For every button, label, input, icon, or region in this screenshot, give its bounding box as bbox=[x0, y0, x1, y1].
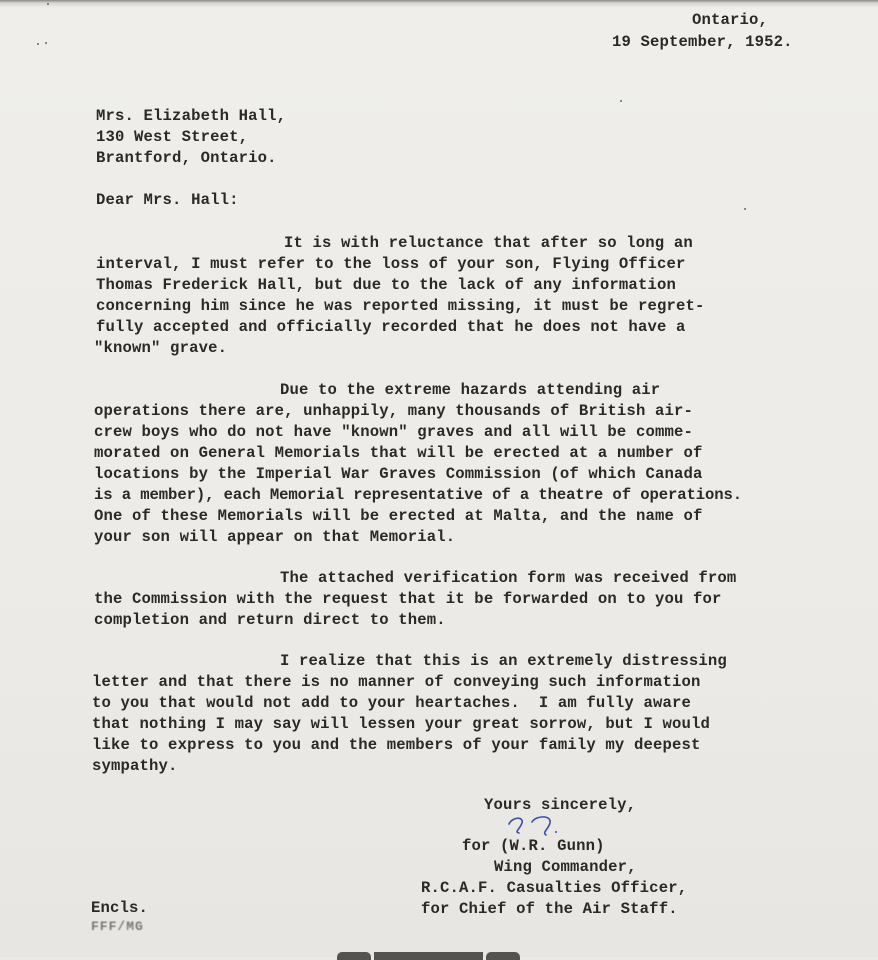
paragraph-line: interval, I must refer to the loss of your son, Flying Officer bbox=[96, 255, 686, 273]
paragraph-line: The attached verification form was received from bbox=[280, 569, 737, 587]
paragraph-line: One of these Memorials will be erected at Malta, and the name of bbox=[94, 507, 703, 525]
paragraph-line: morated on General Memorials that will be erected at a number of bbox=[94, 444, 703, 462]
scan-speck bbox=[45, 42, 47, 44]
scan-speck bbox=[37, 43, 39, 45]
recipient-name: Mrs. Elizabeth Hall, bbox=[96, 107, 287, 125]
recipient-street: 130 West Street, bbox=[96, 128, 249, 146]
paragraph-line: letter and that there is no manner of conveying such information bbox=[92, 673, 701, 691]
viewer-toolbar-right-button[interactable] bbox=[486, 952, 520, 960]
signature-line: for (W.R. Gunn) bbox=[462, 837, 605, 855]
scan-speck bbox=[744, 208, 746, 210]
paragraph-line: completion and return direct to them. bbox=[94, 611, 446, 629]
paragraph-line: like to express to you and the members of your family my deepest bbox=[92, 736, 701, 754]
scan-speck bbox=[620, 100, 622, 102]
paragraph-line: operations there are, unhappily, many thousands of British air- bbox=[94, 402, 693, 420]
paragraph-line: the Commission with the request that it be forwarded on to you for bbox=[94, 590, 722, 608]
handwritten-signature bbox=[506, 808, 566, 838]
paragraph-line: sympathy. bbox=[92, 757, 178, 775]
paragraph-line: Thomas Frederick Hall, but due to the lack of any information bbox=[96, 276, 676, 294]
viewer-toolbar-center-button[interactable] bbox=[374, 952, 483, 960]
paragraph-line: fully accepted and officially recorded that he does not have a bbox=[96, 318, 686, 336]
letter-date: 19 September, 1952. bbox=[612, 33, 793, 51]
viewer-toolbar-left-button[interactable] bbox=[337, 952, 371, 960]
reference-initials: FFF/MG bbox=[91, 919, 144, 934]
signature-line: for Chief of the Air Staff. bbox=[421, 900, 678, 918]
enclosure-note: Encls. bbox=[91, 899, 149, 917]
closing: Yours sincerely, bbox=[484, 796, 637, 814]
paragraph-line: to you that would not add to your heartaches. I am fully aware bbox=[92, 694, 691, 712]
signature-line: Wing Commander, bbox=[494, 858, 637, 876]
salutation: Dear Mrs. Hall: bbox=[96, 191, 239, 209]
paragraph-line: locations by the Imperial War Graves Commission (of which Canada bbox=[94, 465, 703, 483]
recipient-city: Brantford, Ontario. bbox=[96, 149, 277, 167]
signature-line: R.C.A.F. Casualties Officer, bbox=[421, 879, 688, 897]
paragraph-line: Due to the extreme hazards attending air bbox=[280, 381, 661, 399]
paragraph-line: crew boys who do not have "known" graves and all will be comme- bbox=[94, 423, 693, 441]
paragraph-line: I realize that this is an extremely distressing bbox=[280, 652, 727, 670]
letter-place: Ontario, bbox=[692, 11, 769, 29]
paragraph-line: concerning him since he was reported missing, it must be regret- bbox=[96, 297, 705, 315]
paragraph-line: "known" grave. bbox=[94, 339, 228, 357]
paragraph-line: that nothing I may say will lessen your great sorrow, but I would bbox=[92, 715, 711, 733]
paragraph-line: is a member), each Memorial representative of a theatre of operations. bbox=[94, 486, 743, 504]
paragraph-line: your son will appear on that Memorial. bbox=[94, 528, 456, 546]
paragraph-line: It is with reluctance that after so long an bbox=[284, 234, 693, 252]
scan-speck bbox=[47, 3, 49, 5]
